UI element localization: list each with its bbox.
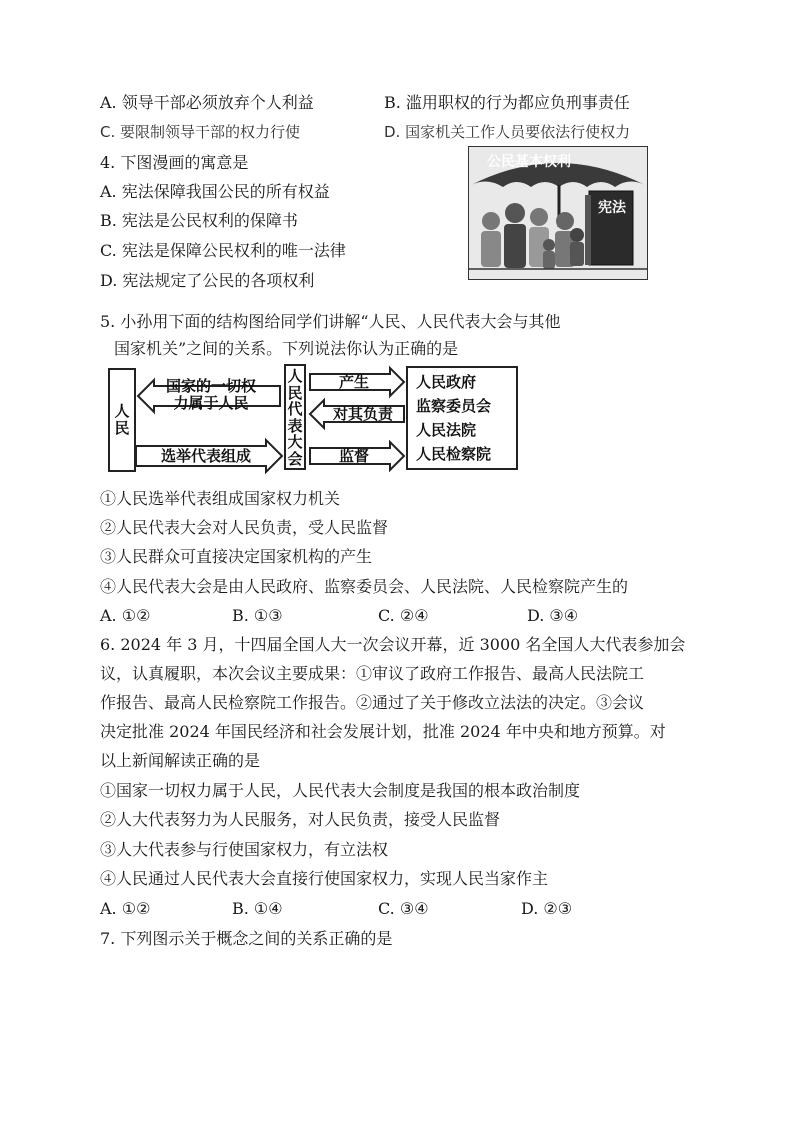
arrow-produce-label: 产生	[338, 373, 369, 391]
arrow-power-line1: 国家的一切权	[165, 377, 256, 395]
q5-stem-line2: 国家机关”之间的关系。下列说法你认为正确的是	[114, 339, 459, 358]
q6-option-c: C. ③④	[378, 899, 429, 918]
q5-option-b: B. ①③	[232, 606, 283, 625]
q4-option-c: C. 宪法是保障公民权利的唯一法律	[100, 241, 346, 260]
q5-statement-1: ①人民选举代表组成国家权力机关	[100, 489, 341, 508]
q6-statement-4: ④人民通过人民代表大会直接行使国家权力，实现人民当家作主	[100, 869, 549, 888]
q5-option-d: D. ③④	[527, 606, 579, 625]
q7-stem: 7. 下列图示关于概念之间的关系正确的是	[100, 929, 393, 948]
q5-statement-3: ③人民群众可直接决定国家机构的产生	[100, 547, 373, 566]
q4-option-d: D. 宪法规定了公民的各项权利	[100, 271, 315, 290]
q3-option-c: C. 要限制领导干部的权力行使	[100, 123, 301, 141]
organ-procuratorate: 人民检察院	[416, 445, 492, 463]
diagram-people-box	[108, 368, 136, 472]
arrow-supervise-label: 监督	[338, 447, 369, 465]
q6-option-b: B. ①④	[232, 899, 283, 918]
q4-stem: 4. 下图漫画的寓意是	[100, 153, 249, 172]
q6-stem-line1: 6. 2024 年 3 月，十四届全国人大一次会议开幕，近 3000 名全国人大代表参加会	[100, 635, 686, 654]
q6-statement-3: ③人大代表参与行使国家权力，有立法权	[100, 840, 389, 859]
organ-government: 人民政府	[416, 373, 477, 391]
arrow-power-label	[146, 378, 276, 412]
q6-statement-1: ①国家一切权力属于人民，人民代表大会制度是我国的根本政治制度	[100, 781, 581, 800]
diagram-organs-box	[406, 366, 518, 470]
q5-option-c: C. ②④	[378, 606, 429, 625]
structure-diagram	[108, 364, 520, 476]
q6-stem-line3: 作报告、最高人民检察院工作报告。②通过了关于修改立法法的决定。③会议	[100, 693, 645, 712]
q5-statement-2: ②人民代表大会对人民负责，受人民监督	[100, 518, 389, 537]
arrow-power-line2: 力属于人民	[173, 394, 249, 412]
q6-stem-line5: 以上新闻解读正确的是	[100, 751, 261, 770]
cartoon-book-text: 宪法	[598, 200, 626, 216]
cartoon-umbrella-text: 公民基本权利	[487, 154, 571, 170]
q6-statement-2: ②人大代表努力为人民服务，对人民负责，接受人民监督	[100, 810, 501, 829]
q6-stem-line2: 议，认真履职，本次会议主要成果：①审议了政府工作报告、最高人民法院工	[100, 664, 645, 683]
q5-statement-4: ④人民代表大会是由人民政府、监察委员会、人民法院、人民检察院产生的	[100, 577, 629, 596]
organ-supervisory-commission: 监察委员会	[416, 397, 492, 415]
q4-option-a: A. 宪法保障我国公民的所有权益	[100, 182, 330, 201]
q6-option-d: D. ②③	[521, 899, 573, 918]
organ-court: 人民法院	[416, 421, 477, 439]
arrow-elect-label: 选举代表组成	[160, 447, 251, 465]
q3-option-d: D. 国家机关工作人员要依法行使权力	[384, 123, 631, 141]
diagram-people: 人民	[114, 402, 130, 437]
diagram-npc: 人民代表大会	[287, 367, 303, 468]
q6-option-a: A. ①②	[100, 899, 151, 918]
q3-option-b: B. 滥用职权的行为都应负刑事责任	[384, 93, 630, 112]
diagram-npc-box	[284, 364, 306, 470]
q3-option-a: A. 领导干部必须放弃个人利益	[100, 93, 314, 112]
q5-option-a: A. ①②	[100, 606, 151, 625]
q6-stem-line4: 决定批准 2024 年国民经济和社会发展计划，批准 2024 年中央和地方预算。对	[100, 722, 666, 741]
q4-option-b: B. 宪法是公民权利的保障书	[100, 211, 298, 230]
arrow-responsible-label: 对其负责	[332, 405, 393, 423]
q5-stem-line1: 5. 小孙用下面的结构图给同学们讲解“人民、人民代表大会与其他	[100, 312, 561, 331]
cartoon-constitution-umbrella	[468, 146, 648, 280]
